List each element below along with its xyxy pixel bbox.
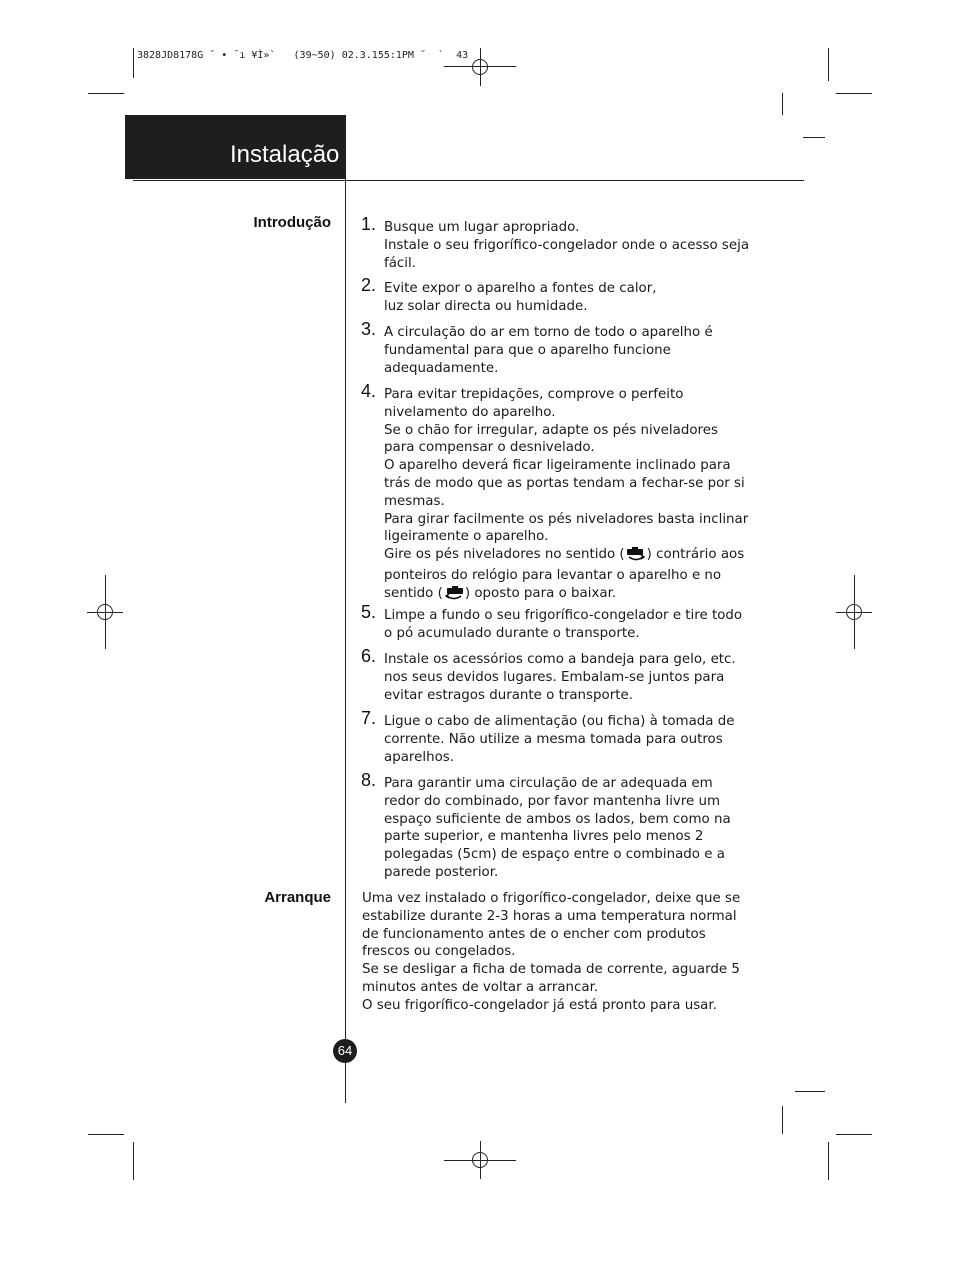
arranque-text: O seu frigorífico-congelador já está pronto para usar. [362, 997, 717, 1013]
item-text: Busque um lugar apropriado. [384, 220, 580, 235]
item-number: 3. [361, 319, 377, 339]
rotation-text-b: ) contrário aos ponteiros do relógio para levantar o aparelho e no sentido ( [384, 547, 745, 601]
arranque-text: Se se desligar a ficha de tomada de corrente, aguarde 5 minutos antes de voltar a arrancar. [362, 962, 740, 995]
list-item [361, 602, 751, 643]
arranque-text: Uma vez instalado o frigorífico-congelador, deixe que se estabilize durante 2-3 horas a uma temperatura normal de funcionamento antes de o encher com produtos frescos ou congelados. [362, 891, 741, 960]
item-number: 7. [361, 708, 377, 728]
section-label-introducao: Introdução [253, 214, 331, 231]
item-text: Para girar facilmente os pés niveladores basta inclinar ligeiramente o aparelho. [384, 511, 749, 545]
rotate-clockwise-icon [443, 586, 465, 606]
item-text: Se o chão for irregular, adapte os pés niveladores para compensar o desnivelado. [384, 422, 718, 456]
item-text: Ligue o cabo de alimentação (ou ficha) à tomada de corrente. Não utilize a mesma tomada para outros aparelhos. [384, 714, 735, 765]
item-text: Limpe a fundo o seu frigorífico-congelador e tire todo o pó acumulado durante o transporte. [384, 608, 743, 641]
list-item [361, 381, 751, 606]
print-header: 3828JD8178G ˘ • ¯ı ¥Ì»` (39~50) 02.3.155:1PM ˘ ` 43 [137, 50, 469, 61]
item-text: A circulação do ar em torno de todo o aparelho é fundamental para que o aparelho funcione adequadamente. [384, 325, 713, 376]
list-item [361, 275, 751, 316]
title-underline [133, 180, 804, 181]
item-number: 1. [361, 214, 377, 234]
item-text: Para garantir uma circulação de ar adequada em redor do combinado, por favor mantenha livre um espaço suficiente de ambos os lados, bem como na parte superior, e mantenha livres pelo menos 2 polegadas (5cm) de espaço entre o combinado e a parede posterior. [384, 776, 731, 880]
item-number: 5. [361, 602, 377, 622]
item-number: 6. [361, 646, 377, 666]
item-text: Para evitar trepidações, comprove o perfeito nivelamento do aparelho. [384, 387, 684, 420]
list-item [361, 319, 751, 377]
list-item [361, 708, 751, 766]
page-title: Instalação [230, 141, 340, 168]
item-text: Instale o seu frigorífico-congelador onde o acesso seja fácil. [384, 237, 750, 271]
item-number: 8. [361, 770, 377, 790]
item-text-rotation [384, 546, 751, 605]
rotation-text-a: Gire os pés niveladores no sentido ( [384, 547, 625, 563]
rotation-text-c: ) oposto para o baixar. [464, 585, 617, 601]
list-item [361, 770, 751, 882]
item-text: Evite expor o aparelho a fontes de calor, [384, 281, 657, 296]
arranque-paragraph [362, 890, 752, 1015]
page-number-badge: 64 [333, 1039, 357, 1063]
item-number: 4. [361, 381, 377, 401]
item-text: Instale os acessórios como a bandeja para gelo, etc. nos seus devidos lugares. Embalam-se juntos para evitar estragos durante o transporte. [384, 652, 736, 703]
list-item [361, 214, 751, 272]
section-label-arranque: Arranque [264, 889, 331, 906]
list-item [361, 646, 751, 704]
rotate-counterclockwise-icon [625, 547, 647, 567]
item-text: O aparelho deverá ficar ligeiramente inclinado para trás de modo que as portas tendam a fechar-se por si mesmas. [384, 458, 745, 509]
column-divider [345, 115, 346, 1103]
item-number: 2. [361, 275, 377, 295]
item-text: luz solar directa ou humidade. [384, 298, 588, 314]
